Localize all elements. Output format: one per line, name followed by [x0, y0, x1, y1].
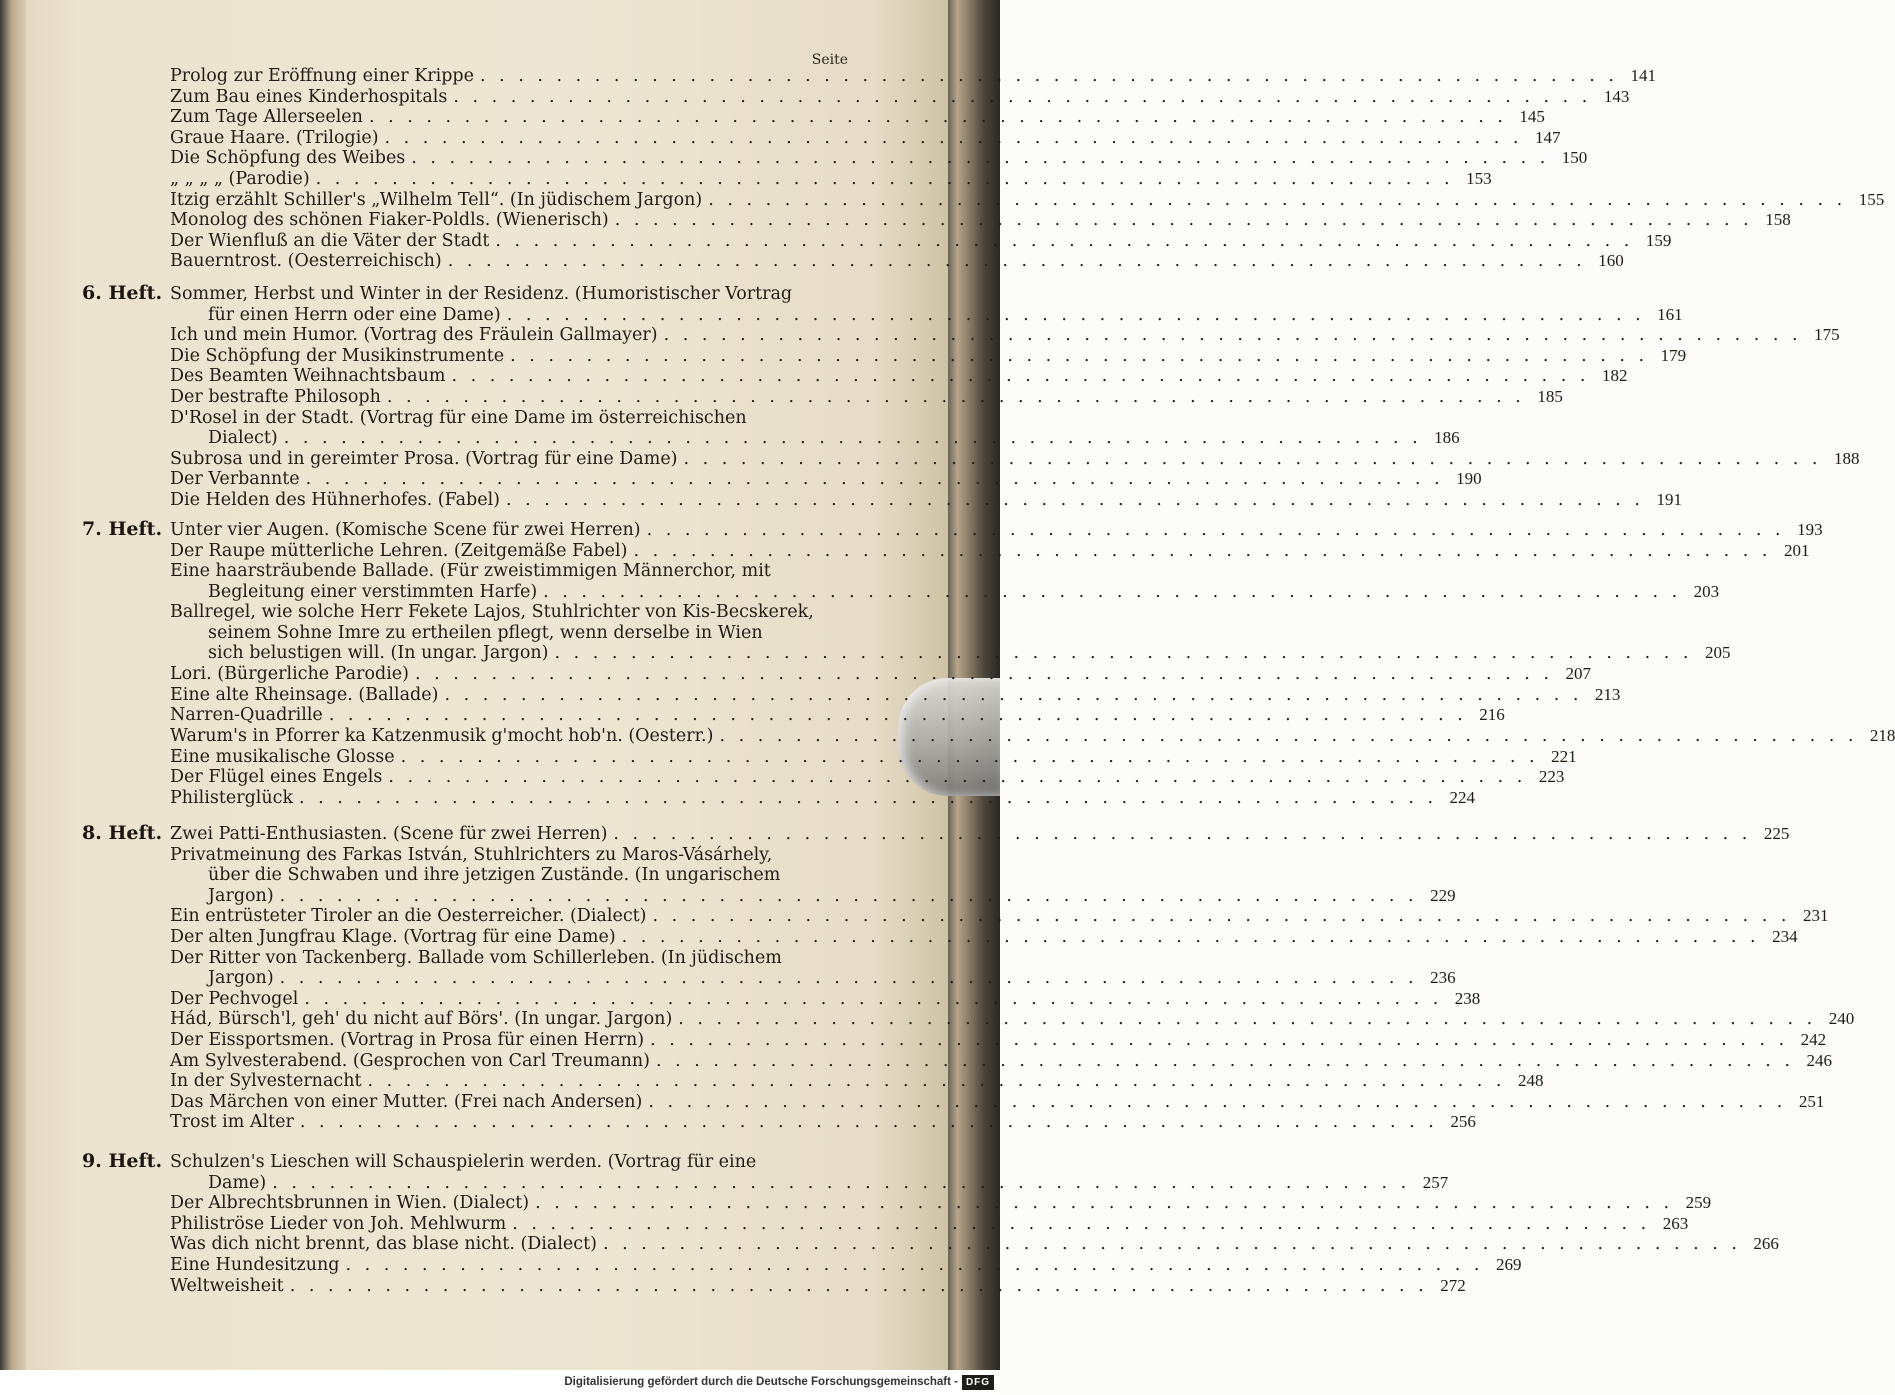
toc-entry [170, 1050, 1832, 1072]
toc-entry-title-line: Die Schöpfung der Musikinstrumente [170, 345, 505, 366]
toc-entry-page-number: 182 [1601, 366, 1628, 386]
leader-dots: . . . . . . . . . . . . . . . . . . . . . . . . . . . . . . . . . . . . . . . . . . . . . . . . . . . . . . . . . . . . [345, 1255, 1484, 1275]
book-spine-left [0, 0, 26, 1370]
toc-entry [170, 387, 1563, 408]
toc-entry-page-number: 207 [1565, 664, 1591, 684]
toc-entry-page-number: 218 [1869, 726, 1895, 745]
toc-entry-title-line: Bauerntrost. (Oesterreichisch) [170, 251, 442, 272]
toc-entry [170, 540, 1810, 562]
toc-entry-title-line: D'Rosel in der Stadt. (Vortrag für eine Dame im österreichischen [170, 407, 747, 428]
toc-entry-title-line: Warum's in Pforrer ka Katzenmusik g'mocht hob'n. (Oesterr.) [170, 726, 714, 746]
toc-entry-title-line: Prolog zur Eröffnung einer Krippe [170, 66, 474, 86]
toc-entry-page-number: 159 [1645, 230, 1672, 250]
toc-entry [170, 1234, 1779, 1255]
toc-entry-page-number: 145 [1519, 107, 1545, 127]
leader-dots: . . . . . . . . . . . . . . . . . . . . . . . . . . . . . . . . . . . . . . . . . . . . . . . . . . . . . . . . . . . . [621, 927, 1760, 947]
toc-entry [170, 1009, 1855, 1030]
toc-entry-title-line: Ich und mein Humor. (Vortrag des Fräulein Gallmayer) [170, 325, 658, 346]
toc-entry-page-number: 231 [1802, 906, 1829, 926]
toc-entry [170, 490, 1682, 511]
toc-entry-title-line: Des Beamten Weihnachtsbaum [170, 366, 446, 387]
toc-entry-page-number: 248 [1517, 1071, 1544, 1091]
toc-entry-page-number: 150 [1561, 148, 1588, 168]
toc-entry-title-line: Was dich nicht brennt, das blase nicht. (Dialect) [170, 1234, 597, 1255]
toc-entry [170, 1091, 1825, 1113]
leader-dots: . . . . . . . . . . . . . . . . . . . . . . . . . . . . . . . . . . . . . . . . . . . . . . . . . . . . . . . . . . . . [305, 469, 1444, 490]
toc-entry-page-number: 153 [1466, 169, 1492, 188]
leader-dots: . . . . . . . . . . . . . . . . . . . . . . . . . . . . . . . . . . . . . . . . . . . . . . . . . . . . . . . . . . . . [535, 1193, 1674, 1214]
toc-entry [170, 561, 1720, 602]
toc-entry [170, 824, 1790, 845]
toc-entry [170, 325, 1840, 346]
toc-entry [170, 844, 1456, 907]
toc-entry-title-line: sich belustigen will. (In ungar. Jargon) [208, 643, 549, 664]
toc-entry [170, 520, 1823, 541]
toc-entry [170, 148, 1588, 169]
toc-entry-page-number: 266 [1753, 1234, 1779, 1254]
leader-dots: . . . . . . . . . . . . . . . . . . . . . . . . . . . . . . . . . . . . . . . . . . . . . . . . . . . . . . . . . . . . [386, 387, 1525, 407]
toc-entry-page-number: 201 [1783, 540, 1810, 560]
leader-dots: . . . . . . . . . . . . . . . . . . . . . . . . . . . . . . . . . . . . . . . . . . . . . . . . . . . . . . . . . . . . [646, 520, 1785, 540]
leader-dots: . . . . . . . . . . . . . . . . . . . . . . . . . . . . . . . . . . . . . . . . . . . . . . . . . . . . . . . . . . . . [495, 230, 1634, 251]
leader-dots: . . . . . . . . . . . . . . . . . . . . . . . . . . . . . . . . . . . . . . . . . . . . . . . . . . . . . . . . . . . . [506, 304, 1645, 325]
toc-entry-title-line: Philisterglück [170, 787, 294, 808]
heft-label: 9. Heft. [82, 1150, 163, 1172]
toc-entry-page-number: 216 [1479, 705, 1505, 725]
leader-dots: . . . . . . . . . . . . . . . . . . . . . . . . . . . . . . . . . . . . . . . . . . . . . . . . . . . . . . . . . . . . [719, 726, 1858, 746]
toc-entry [170, 1255, 1522, 1276]
toc-entry [170, 1193, 1712, 1214]
leader-dots: . . . . . . . . . . . . . . . . . . . . . . . . . . . . . . . . . . . . . . . . . . . . . . . . . . . . . . . . . . . . [328, 705, 1467, 726]
toc-entry-page-number: 242 [1800, 1030, 1827, 1049]
toc-entry [170, 988, 1481, 1010]
toc-entry-page-number: 256 [1450, 1112, 1476, 1132]
toc-entry [170, 927, 1798, 948]
toc-entry-title-line: Hád, Bürsch'l, geh' du nicht auf Börs'. (In ungar. Jargon) [170, 1009, 673, 1030]
toc-entry [170, 345, 1687, 367]
toc-entry [170, 1152, 1449, 1193]
leader-dots: . . . . . . . . . . . . . . . . . . . . . . . . . . . . . . . . . . . . . . . . . . . . . . . . . . . . . . . . . . . . [633, 540, 1772, 561]
toc-entry-page-number: 190 [1456, 469, 1482, 489]
toc-entry-page-number: 259 [1685, 1193, 1712, 1213]
toc-entry [170, 230, 1672, 252]
toc-entry [170, 947, 1456, 989]
toc-entry-title-line: Begleitung einer verstimmten Harfe) [208, 581, 538, 602]
leader-dots: . . . . . . . . . . . . . . . . . . . . . . . . . . . . . . . . . . . . . . . . . . . . . . . . . . . . . . . . . . . . [279, 885, 1418, 906]
leader-dots: . . . . . . . . . . . . . . . . . . . . . . . . . . . . . . . . . . . . . . . . . . . . . . . . . . . . . . . . . . . . [506, 490, 1644, 510]
leader-dots: . . . . . . . . . . . . . . . . . . . . . . . . . . . . . . . . . . . . . . . . . . . . . . . . . . . . . . . . . . . . [613, 824, 1752, 844]
leader-dots: . . . . . . . . . . . . . . . . . . . . . . . . . . . . . . . . . . . . . . . . . . . . . . . . . . . . . . . . . . . . [512, 1213, 1651, 1234]
toc-entry-title-line: Jargon) [208, 968, 274, 989]
leader-dots: . . . . . . . . . . . . . . . . . . . . . . . . . . . . . . . . . . . . . . . . . . . . . . . . . . . . . . . . . . . . [602, 1234, 1741, 1255]
toc-entry [170, 469, 1482, 490]
toc-entry-title-line: über die Schwaben und ihre jetzigen Zustände. (In ungarischem [208, 865, 781, 886]
toc-entry-title-line: Am Sylvesterabend. (Gesprochen von Carl Treumann) [170, 1050, 651, 1071]
toc-entry [170, 1112, 1476, 1133]
toc-entry-page-number: 160 [1598, 251, 1624, 271]
toc-entry [170, 127, 1561, 149]
toc-entry [170, 189, 1885, 211]
toc-entry [170, 284, 1683, 325]
toc-entry-page-number: 185 [1537, 387, 1563, 406]
leader-dots: . . . . . . . . . . . . . . . . . . . . . . . . . . . . . . . . . . . . . . . . . . . . . . . . . . . . . . . . . . . . [708, 189, 1847, 210]
toc-entry-page-number: 234 [1772, 927, 1798, 946]
leader-dots: . . . . . . . . . . . . . . . . . . . . . . . . . . . . . . . . . . . . . . . . . . . . . . . . . . . . . . . . . . . . [414, 664, 1553, 685]
toc-entry-title-line: Weltweisheit [170, 1275, 284, 1296]
leader-dots: . . . . . . . . . . . . . . . . . . . . . . . . . . . . . . . . . . . . . . . . . . . . . . . . . . . . . . . . . . . . [451, 366, 1590, 387]
leader-dots: . . . . . . . . . . . . . . . . . . . . . . . . . . . . . . . . . . . . . . . . . . . . . . . . . . . . . . . . . . . . [444, 684, 1583, 705]
leader-dots: . . . . . . . . . . . . . . . . . . . . . . . . . . . . . . . . . . . . . . . . . . . . . . . . . . . . . . . . . . . . [299, 1112, 1438, 1133]
leader-dots: . . . . . . . . . . . . . . . . . . . . . . . . . . . . . . . . . . . . . . . . . . . . . . . . . . . . . . . . . . . . [663, 325, 1802, 346]
toc-entry [170, 107, 1545, 128]
toc-entry-page-number: 236 [1430, 968, 1456, 988]
leader-dots: . . . . . . . . . . . . . . . . . . . . . . . . . . . . . . . . . . . . . . . . . . . . . . . . . . . . . . . . . . . . [554, 643, 1693, 664]
toc-entry [170, 407, 1460, 449]
toc-entry-title-line: Der alten Jungfrau Klage. (Vortrag für eine Dame) [170, 927, 616, 947]
toc-entry-page-number: 191 [1656, 490, 1682, 509]
toc-entry [170, 1275, 1466, 1297]
leader-dots: . . . . . . . . . . . . . . . . . . . . . . . . . . . . . . . . . . . . . . . . . . . . . . . . . . . . . . . . . . . . [367, 1071, 1506, 1092]
toc-entry-title-line: Die Helden des Hühnerhofes. (Fabel) [170, 490, 500, 510]
toc-entry-title-line: Eine Hundesitzung [170, 1255, 340, 1275]
toc-entry-page-number: 141 [1630, 66, 1656, 85]
toc-entry [170, 787, 1476, 809]
toc-entry-title-line: Eine musikalische Glosse [170, 746, 395, 767]
toc-entry-page-number: 223 [1538, 767, 1565, 787]
toc-entry-title-line: Ein entrüsteter Tiroler an die Oesterreicher. (Dialect) [170, 906, 647, 927]
heft-label: 6. Heft. [82, 282, 163, 304]
toc-entry-title-line: Itzig erzählt Schiller's „Wilhelm Tell“. (In jüdischem Jargon) [170, 189, 703, 210]
toc-entry-title-line: Der Wienfluß an die Väter der Stadt [170, 230, 490, 251]
toc-entry-page-number: 186 [1434, 428, 1460, 448]
toc-entry-title-line: In der Sylvesternacht [170, 1071, 362, 1092]
leader-dots: . . . . . . . . . . . . . . . . . . . . . . . . . . . . . . . . . . . . . . . . . . . . . . . . . . . . . . . . . . . . [510, 345, 1649, 366]
toc-entry-page-number: 263 [1662, 1213, 1689, 1233]
toc-entry [170, 726, 1895, 747]
toc-entry-page-number: 188 [1833, 448, 1860, 468]
leader-dots: . . . . . . . . . . . . . . . . . . . . . . . . . . . . . . . . . . . . . . . . . . . . . . . . . . . . . . . . . . . . [279, 968, 1418, 989]
toc-entry [170, 684, 1621, 706]
toc-entry-title-line: Der Verbannte [170, 469, 300, 490]
toc-entry-page-number: 251 [1798, 1091, 1825, 1111]
leader-dots: . . . . . . . . . . . . . . . . . . . . . . . . . . . . . . . . . . . . . . . . . . . . . . . . . . . . . . . . . . . . [652, 906, 1791, 927]
toc-entry-title-line: Eine alte Rheinsage. (Ballade) [170, 684, 439, 705]
toc-entry [170, 664, 1591, 685]
dfg-logo-icon: DFG [962, 1375, 994, 1390]
toc-entry-page-number: 257 [1422, 1172, 1449, 1192]
leader-dots: . . . . . . . . . . . . . . . . . . . . . . . . . . . . . . . . . . . . . . . . . . . . . . . . . . . . . . . . . . . . [299, 787, 1438, 808]
toc-entry [170, 602, 1731, 664]
toc-entry-title-line: Monolog des schönen Fiaker-Poldls. (Wienerisch) [170, 210, 609, 231]
leader-dots: . . . . . . . . . . . . . . . . . . . . . . . . . . . . . . . . . . . . . . . . . . . . . . . . . . . . . . . . . . . . [384, 127, 1523, 148]
toc-entry-title-line: Zum Tage Allerseelen [170, 107, 363, 128]
toc-entry-page-number: 213 [1594, 684, 1621, 704]
leader-dots: . . . . . . . . . . . . . . . . . . . . . . . . . . . . . . . . . . . . . . . . . . . . . . . . . . . . . . . . . . . . [304, 988, 1443, 1009]
leader-dots: . . . . . . . . . . . . . . . . . . . . . . . . . . . . . . . . . . . . . . . . . . . . . . . . . . . . . . . . . . . . [543, 581, 1682, 602]
heft-label: 7. Heft. [82, 518, 163, 540]
leader-dots: . . . . . . . . . . . . . . . . . . . . . . . . . . . . . . . . . . . . . . . . . . . . . . . . . . . . . . . . . . . . [315, 169, 1454, 189]
toc-entry-page-number: 238 [1454, 988, 1481, 1008]
leader-dots: . . . . . . . . . . . . . . . . . . . . . . . . . . . . . . . . . . . . . . . . . . . . . . . . . . . . . . . . . . . . [453, 86, 1592, 107]
toc-entry-title-line: Der Flügel eines Engels [170, 767, 383, 788]
toc-entry-page-number: 205 [1704, 643, 1731, 663]
toc-entry-page-number: 143 [1603, 86, 1630, 106]
toc-entry [170, 169, 1492, 190]
heft-label: 8. Heft. [82, 822, 163, 844]
toc-entry-title-line: Graue Haare. (Trilogie) [170, 127, 379, 148]
toc-entry-title-line: Der Eissportsmen. (Vortrag in Prosa für einen Herrn) [170, 1030, 645, 1050]
toc-entry-title-line: Dame) [208, 1172, 267, 1193]
toc-entry-page-number: 155 [1858, 189, 1885, 209]
leader-dots: . . . . . . . . . . . . . . . . . . . . . . . . . . . . . . . . . . . . . . . . . . . . . . . . . . . . . . . . . . . . [614, 210, 1753, 231]
leader-dots: . . . . . . . . . . . . . . . . . . . . . . . . . . . . . . . . . . . . . . . . . . . . . . . . . . . . . . . . . . . . [411, 148, 1550, 169]
leader-dots: . . . . . . . . . . . . . . . . . . . . . . . . . . . . . . . . . . . . . . . . . . . . . . . . . . . . . . . . . . . . [388, 767, 1527, 788]
leader-dots: . . . . . . . . . . . . . . . . . . . . . . . . . . . . . . . . . . . . . . . . . . . . . . . . . . . . . . . . . . . . [272, 1172, 1411, 1193]
toc-entry-title-line: Trost im Alter [170, 1112, 294, 1133]
leader-dots: . . . . . . . . . . . . . . . . . . . . . . . . . . . . . . . . . . . . . . . . . . . . . . . . . . . . . . . . . . . . [480, 66, 1618, 86]
toc-entry-page-number: 272 [1440, 1275, 1466, 1295]
leader-dots: . . . . . . . . . . . . . . . . . . . . . . . . . . . . . . . . . . . . . . . . . . . . . . . . . . . . . . . . . . . . [650, 1030, 1789, 1050]
toc-entry-page-number: 203 [1693, 581, 1720, 601]
toc-entry-title-line: Der bestrafte Philosoph [170, 387, 381, 407]
toc-entry [170, 210, 1791, 231]
toc-entry-page-number: 246 [1806, 1050, 1832, 1070]
toc-entry [170, 746, 1577, 768]
toc-entry-title-line: Eine haarsträubende Ballade. (Für zweistimmigen Männerchor, mit [170, 561, 771, 582]
toc-entry-page-number: 229 [1430, 885, 1456, 905]
toc-entry-title-line: Das Märchen von einer Mutter. (Frei nach Andersen) [170, 1091, 643, 1112]
page-column-header: Seite [811, 52, 848, 68]
toc-entry-title-line: „ „ „ „ (Parodie) [170, 169, 310, 189]
toc-entry-title-line: Dialect) [208, 428, 278, 449]
toc-entry [170, 767, 1565, 788]
toc-entry-page-number: 240 [1828, 1009, 1855, 1029]
toc-entry-title-line: Der Pechvogel [170, 988, 299, 1009]
toc-entry-title-line: Subrosa und in gereimter Prosa. (Vortrag für eine Dame) [170, 448, 678, 469]
toc-entry-title-line: Ballregel, wie solche Herr Fekete Lajos, Stuhlrichter von Kis-Becskerek, [170, 602, 814, 623]
toc-entry-page-number: 224 [1449, 787, 1476, 807]
leader-dots: . . . . . . . . . . . . . . . . . . . . . . . . . . . . . . . . . . . . . . . . . . . . . . . . . . . . . . . . . . . . [447, 251, 1586, 272]
toc-entry-page-number: 193 [1797, 520, 1823, 539]
leader-dots: . . . . . . . . . . . . . . . . . . . . . . . . . . . . . . . . . . . . . . . . . . . . . . . . . . . . . . . . . . . . [283, 428, 1422, 449]
toc-entry-title-line: Narren-Quadrille [170, 705, 323, 726]
toc-entry-title-line: Schulzen's Lieschen will Schauspielerin werden. (Vortrag für eine [170, 1152, 757, 1172]
toc-entry-title-line: Die Schöpfung des Weibes [170, 148, 406, 169]
toc-entry [170, 1071, 1544, 1092]
toc-entry [170, 366, 1628, 387]
toc-entry-title-line: Philiströse Lieder von Joh. Mehlwurm [170, 1213, 507, 1234]
leader-dots: . . . . . . . . . . . . . . . . . . . . . . . . . . . . . . . . . . . . . . . . . . . . . . . . . . . . . . . . . . . . [400, 746, 1539, 767]
toc-entry-title-line: Unter vier Augen. (Komische Scene für zwei Herren) [170, 520, 641, 540]
toc-entry-title-line: Zwei Patti-Enthusiasten. (Scene für zwei Herren) [170, 824, 608, 844]
toc-entry-title-line: Zum Bau eines Kinderhospitals [170, 86, 448, 107]
leader-dots: . . . . . . . . . . . . . . . . . . . . . . . . . . . . . . . . . . . . . . . . . . . . . . . . . . . . . . . . . . . . [656, 1050, 1794, 1071]
leader-dots: . . . . . . . . . . . . . . . . . . . . . . . . . . . . . . . . . . . . . . . . . . . . . . . . . . . . . . . . . . . . [368, 107, 1507, 128]
toc-entry-page-number: 179 [1660, 345, 1687, 365]
toc-entry-title-line: Lori. (Bürgerliche Parodie) [170, 664, 409, 685]
toc-entry-title-line: seinem Sohne Imre zu ertheilen pflegt, wenn derselbe in Wien [208, 622, 763, 643]
toc-entry [170, 66, 1656, 87]
toc-entry-page-number: 225 [1763, 824, 1790, 843]
toc-entry [170, 1030, 1827, 1051]
leader-dots: . . . . . . . . . . . . . . . . . . . . . . . . . . . . . . . . . . . . . . . . . . . . . . . . . . . . . . . . . . . . [683, 448, 1822, 469]
toc-entry-page-number: 269 [1495, 1255, 1522, 1274]
toc-entry-page-number: 158 [1765, 210, 1791, 230]
toc-entry-title-line: Sommer, Herbst und Winter in der Residenz. (Humoristischer Vortrag [170, 284, 793, 304]
toc-entry [170, 1213, 1689, 1235]
toc-entry-page-number: 161 [1657, 304, 1683, 324]
toc-entry [170, 448, 1860, 470]
toc-entry [170, 705, 1505, 726]
leader-dots: . . . . . . . . . . . . . . . . . . . . . . . . . . . . . . . . . . . . . . . . . . . . . . . . . . . . . . . . . . . . [289, 1275, 1428, 1296]
toc-entry-title-line: für einen Herrn oder eine Dame) [208, 304, 501, 325]
toc-entry-page-number: 147 [1535, 127, 1561, 147]
toc-entry-title-line: Jargon) [208, 885, 274, 906]
toc-entry [170, 906, 1829, 927]
toc-entry-page-number: 221 [1551, 746, 1577, 766]
toc-entry [170, 251, 1624, 272]
leader-dots: . . . . . . . . . . . . . . . . . . . . . . . . . . . . . . . . . . . . . . . . . . . . . . . . . . . . . . . . . . . . [678, 1009, 1817, 1030]
toc-entry-title-line: Der Raupe mütterliche Lehren. (Zeitgemäße Fabel) [170, 540, 628, 561]
leader-dots: . . . . . . . . . . . . . . . . . . . . . . . . . . . . . . . . . . . . . . . . . . . . . . . . . . . . . . . . . . . . [648, 1091, 1787, 1112]
footer-bar [0, 1370, 1000, 1395]
toc-entry-title-line: Der Albrechtsbrunnen in Wien. (Dialect) [170, 1193, 530, 1214]
toc-entry-page-number: 175 [1814, 325, 1840, 345]
toc-entry [170, 86, 1630, 108]
toc-entry-title-line: Privatmeinung des Farkas István, Stuhlrichters zu Maros-Vásárhely, [170, 844, 773, 865]
footer-credit: Digitalisierung gefördert durch die Deutsche Forschungsgemeinschaft - [564, 1376, 958, 1388]
toc-entry-title-line: Der Ritter von Tackenberg. Ballade vom Schillerleben. (In jüdischem [170, 947, 782, 968]
